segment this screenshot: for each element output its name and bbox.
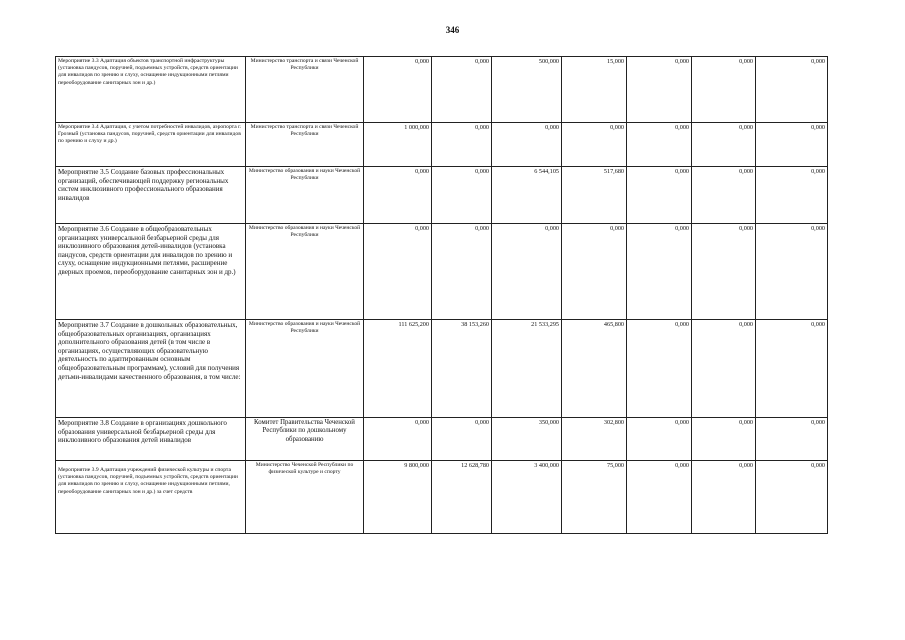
value-cell: 517,680: [562, 167, 627, 224]
value-cell: 0,000: [492, 224, 562, 320]
value-cell: 111 625,200: [364, 320, 432, 418]
value-cell: 3 400,000: [492, 461, 562, 534]
value-cell: 12 628,780: [432, 461, 492, 534]
value-cell: 0,000: [756, 320, 828, 418]
value-cell: 0,000: [756, 123, 828, 167]
value-cell: 0,000: [492, 123, 562, 167]
value-cell: 0,000: [756, 57, 828, 123]
measure-cell: Мероприятие 3.6 Создание в общеобразовательных организациях универсальной безбарьерной среды для инклюзивного образования детей-инвалидов (установка пандусов, средств ориентации для инвалидов по зрению и слуху, оснащение индукционными петлями, расширение дверных проемов, переоборудование санитарных зон и др.): [56, 224, 246, 320]
value-cell: 0,000: [692, 224, 756, 320]
value-cell: 0,000: [692, 57, 756, 123]
value-cell: 0,000: [756, 167, 828, 224]
value-cell: 0,000: [364, 57, 432, 123]
value-cell: 0,000: [627, 320, 692, 418]
measure-cell: Мероприятие 3.5 Создание базовых профессиональных организаций, обеспечивающей поддержку региональных систем инклюзивного профессионального образования инвалидов: [56, 167, 246, 224]
value-cell: 0,000: [432, 57, 492, 123]
value-cell: 38 153,260: [432, 320, 492, 418]
value-cell: 0,000: [756, 224, 828, 320]
value-cell: 15,000: [562, 57, 627, 123]
table-row: [56, 418, 828, 461]
value-cell: 0,000: [627, 167, 692, 224]
value-cell: 0,000: [756, 461, 828, 534]
agency-cell: Министерство транспорта и связи Чеченской Республики: [246, 123, 364, 167]
value-cell: 0,000: [432, 167, 492, 224]
value-cell: 0,000: [692, 461, 756, 534]
agency-cell: Министерство образования и науки Чеченской Республики: [246, 224, 364, 320]
value-cell: 0,000: [432, 418, 492, 461]
agency-cell: Комитет Правительства Чеченской Республики по дошкольному образованию: [246, 418, 364, 461]
agency-cell: Министерство образования и науки Чеченской Республики: [246, 320, 364, 418]
value-cell: 0,000: [627, 57, 692, 123]
agency-cell: Министерство транспорта и связи Чеченской Республики: [246, 57, 364, 123]
page-number: 346: [445, 25, 460, 35]
value-cell: 0,000: [627, 224, 692, 320]
table-row: [56, 461, 828, 534]
measure-cell: Мероприятие 3.7 Создание в дошкольных образовательных, общеобразовательных организациях, организациях дополнительного образования детей (в том числе в организациях, осуществляющих образовательную деятельность по адаптированным основным общеобразовательным программам), условий для получения детьми-инвалидами качественного образования, в том числе:: [56, 320, 246, 418]
value-cell: 6 544,105: [492, 167, 562, 224]
value-cell: 0,000: [562, 224, 627, 320]
value-cell: 21 533,295: [492, 320, 562, 418]
value-cell: 0,000: [692, 320, 756, 418]
measure-cell: Мероприятие 3.8 Создание в организациях дошкольного образования универсальной безбарьерной среды для инклюзивного образования детей инвалидов: [56, 418, 246, 461]
value-cell: 0,000: [627, 461, 692, 534]
measure-cell: Мероприятие 3.9 Адаптация учреждений физической культуры и спорта (установка пандусов, поручней, подъемных устройств, средств ориентации для инвалидов по зрению и слуху, оснащение индукционными петлями, переоборудование санитарных зон и др.) за счет средств: [56, 461, 246, 534]
value-cell: 302,800: [562, 418, 627, 461]
value-cell: 0,000: [692, 418, 756, 461]
value-cell: 0,000: [364, 224, 432, 320]
value-cell: 0,000: [627, 123, 692, 167]
value-cell: 0,000: [692, 123, 756, 167]
measure-cell: Мероприятие 3.3 Адаптация объектов транспортной инфраструктуры (установка пандусов, поручней, подъемных устройств, средств ориентации для инвалидов по зрению и слуху, оснащение индукционными петлями переоборудование санитарных зон и др.): [56, 57, 246, 123]
agency-cell: Министерство Чеченской Республики по физической культуре и спорту: [246, 461, 364, 534]
value-cell: 465,800: [562, 320, 627, 418]
value-cell: 0,000: [562, 123, 627, 167]
value-cell: 0,000: [432, 123, 492, 167]
table-row: [56, 320, 828, 418]
table-row: [56, 224, 828, 320]
value-cell: 500,000: [492, 57, 562, 123]
agency-cell: Министерство образования и науки Чеченской Республики: [246, 167, 364, 224]
table-row: [56, 57, 828, 123]
table-row: [56, 123, 828, 167]
value-cell: 350,000: [492, 418, 562, 461]
value-cell: 75,000: [562, 461, 627, 534]
value-cell: 0,000: [364, 167, 432, 224]
value-cell: 0,000: [692, 167, 756, 224]
budget-table: [55, 56, 828, 534]
measure-cell: Мероприятие 3.4 Адаптация, с учетом потребностей инвалидов, аэропорта г. Грозный (установка пандусов, поручней, средств ориентации для инвалидов по зрению и слуху и др.): [56, 123, 246, 167]
value-cell: 9 800,000: [364, 461, 432, 534]
table-row: [56, 167, 828, 224]
value-cell: 1 000,000: [364, 123, 432, 167]
value-cell: 0,000: [627, 418, 692, 461]
value-cell: 0,000: [432, 224, 492, 320]
value-cell: 0,000: [756, 418, 828, 461]
value-cell: 0,000: [364, 418, 432, 461]
